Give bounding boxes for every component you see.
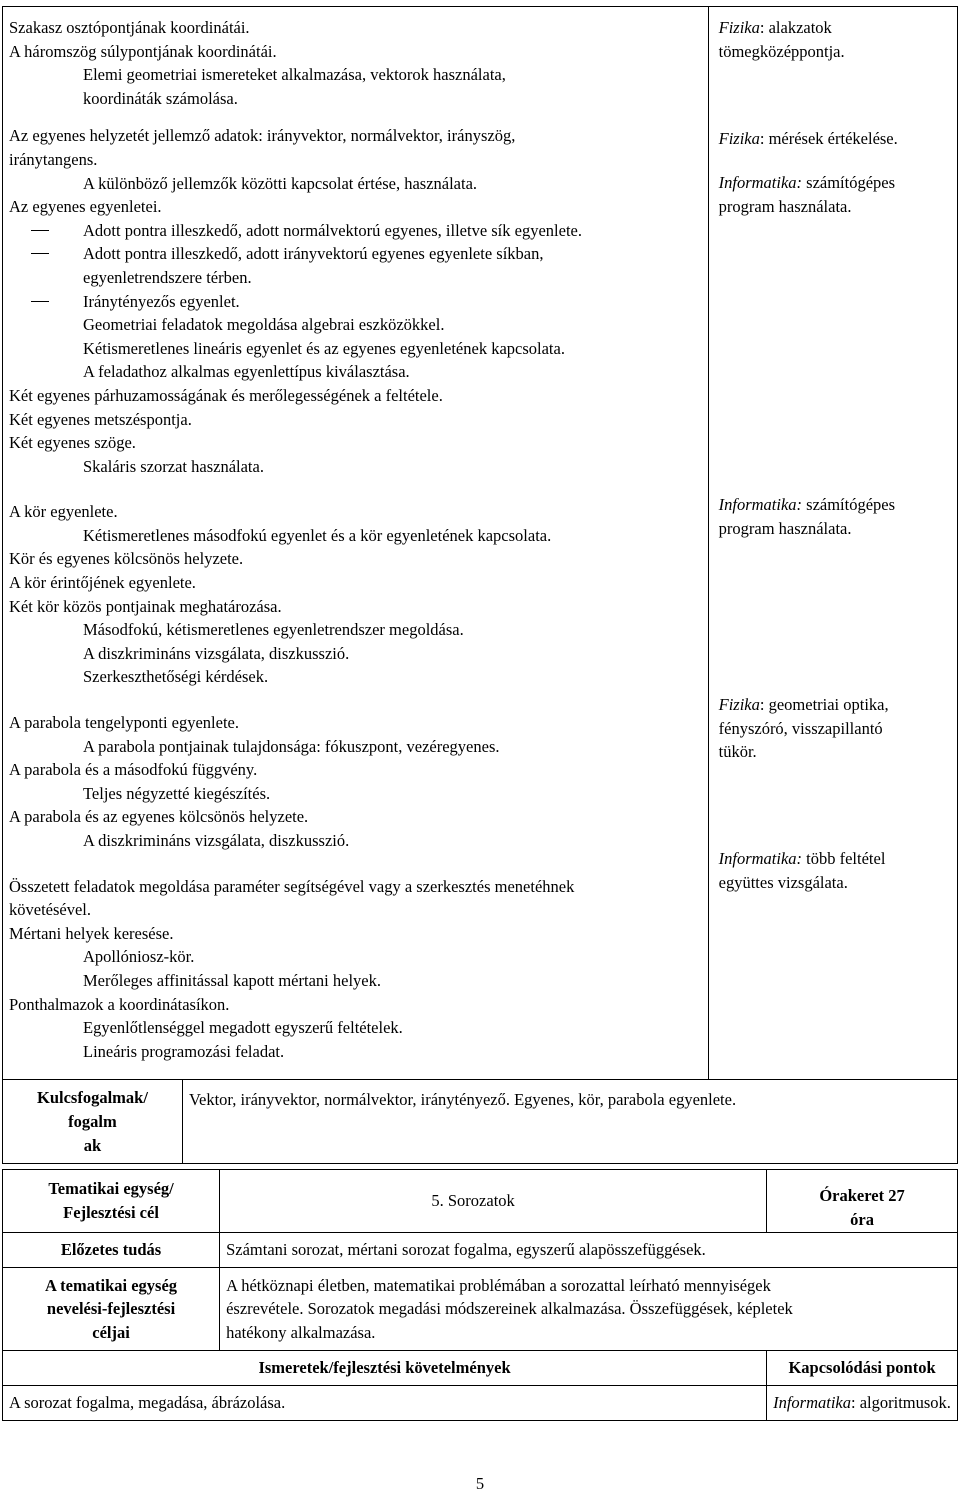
text-line: Teljes négyzetté kiegészítés. — [83, 783, 271, 803]
text-line: Szakasz osztópontjának koordinátái. — [9, 18, 250, 37]
requirements-header: Ismeretek/fejlesztési követelmények — [3, 1351, 767, 1386]
text-line: Az egyenes helyzetét jellemző adatok: irányvektor, normálvektor, irányszög, — [9, 126, 516, 146]
text-line: Egyenlőtlenséggel megadott egyszerű feltételek. — [83, 1018, 403, 1038]
text-line: A parabola és a másodfokú függvény. — [9, 760, 258, 780]
text-line: Apollóniosz-kör. — [83, 947, 195, 967]
unit-table — [2, 1169, 958, 1421]
text-line: A feladathoz alkalmas egyenlettípus kiválasztása. — [83, 362, 410, 382]
text-line: Az egyenes egyenletei. — [9, 197, 162, 217]
goals-label: A tematikai egység nevelési-fejlesztési céljai — [3, 1268, 220, 1351]
link-item: Informatika: számítógépes program használata. — [718, 173, 896, 216]
text-line: Összetett feladatok megoldása paraméter segítségével vagy a szerkesztés menetéhnek — [9, 876, 575, 896]
key-concepts-text: Vektor, irányvektor, normálvektor, iránytényező. Egyenes, kör, parabola egyenlete. — [182, 1080, 957, 1164]
text-line: Két egyenes párhuzamosságának és merőlegességének a feltétele. — [9, 385, 443, 405]
links-header: Kapcsolódási pontok — [767, 1351, 958, 1386]
prior-knowledge-label: Előzetes tudás — [3, 1233, 220, 1268]
text-line: koordináták számolása. — [83, 88, 238, 108]
key-concepts-label: Kulcsfogalmak/ fogalm ak — [3, 1080, 183, 1164]
goals-text: A hétköznapi életben, matematikai problémában a sorozattal leírható mennyiségek észrevétele. Sorozatok megadási módszereinek alkalmazása. Összefüggések, képletek hatékony alkalmazása. — [220, 1268, 958, 1351]
links-row: Informatika: algoritmusok. — [767, 1386, 958, 1421]
text-line: Két egyenes metszéspontja. — [9, 409, 192, 429]
text-line: Kétismeretlenes lineáris egyenlet és az egyenes egyenletének kapcsolata. — [83, 338, 565, 358]
dash-list-item: Adott pontra illeszkedő, adott irányvektorú egyenes egyenlete síkban, — [9, 242, 702, 266]
unit-label: Tematikai egység/ Fejlesztési cél — [3, 1170, 220, 1233]
text-line: A parabola pontjainak tulajdonsága: fókuszpont, vezéregyenes. — [83, 736, 500, 756]
link-item: Fizika: geometriai optika, fényszóró, visszapillantó tükör. — [718, 695, 889, 762]
text-line: A parabola és az egyenes kölcsönös helyzete. — [9, 807, 309, 827]
dash-list-item: Adott pontra illeszkedő, adott normálvektorú egyenes, illetve sík egyenlete. — [9, 219, 702, 243]
link-item: Informatika: számítógépes program használata. — [718, 495, 896, 538]
text-line: A diszkrimináns vizsgálata, diszkusszió. — [83, 831, 350, 850]
page-number: 5 — [475, 1474, 485, 1493]
links-cell — [708, 7, 957, 1080]
text-line: Kétismeretlenes másodfokú egyenlet és a kör egyenletének kapcsolata. — [83, 525, 552, 545]
text-line: Ponthalmazok a koordinátasíkon. — [9, 994, 230, 1014]
text-line: A kör egyenlete. — [9, 502, 118, 522]
requirements-row: A sorozat fogalma, megadása, ábrázolása. — [3, 1386, 767, 1421]
dash-list-item: Iránytényezős egyenlet. — [9, 290, 702, 314]
text-line: követésével. — [9, 900, 92, 920]
text-line: Geometriai feladatok megoldása algebrai eszközökkel. — [83, 315, 445, 335]
text-line: A háromszög súlypontjának koordinátái. — [9, 41, 277, 61]
text-line: iránytangens. — [9, 149, 98, 169]
text-line: A különböző jellemzők közötti kapcsolat értése, használata. — [83, 173, 478, 193]
prior-knowledge-text: Számtani sorozat, mértani sorozat fogalma, egyszerű alapösszefüggések. — [220, 1233, 958, 1268]
text-line: Elemi geometriai ismereteket alkalmazása, vektorok használata, — [83, 65, 506, 85]
content-table — [2, 6, 958, 1164]
text-line: A parabola tengelyponti egyenlete. — [9, 713, 240, 733]
link-item: Fizika: mérések értékelése. — [718, 129, 898, 148]
text-line: Szerkeszthetőségi kérdések. — [83, 667, 269, 687]
text-line: Skaláris szorzat használata. — [83, 456, 264, 476]
text-line: A diszkrimináns vizsgálata, diszkusszió. — [83, 643, 350, 663]
text-line: Lineáris programozási feladat. — [83, 1041, 285, 1061]
link-item: Fizika: alakzatok tömegközéppontja. — [718, 18, 845, 61]
link-item: Informatika: több feltétel együttes vizsgálata. — [718, 849, 886, 892]
text-line: Két kör közös pontjainak meghatározása. — [9, 596, 282, 616]
hours-cell: Órakeret 27 óra — [767, 1170, 958, 1233]
text-line: A kör érintőjének egyenlete. — [9, 573, 196, 593]
text-line: Két egyenes szöge. — [9, 433, 136, 453]
text-line: Mértani helyek keresése. — [9, 923, 174, 943]
unit-title: 5. Sorozatok — [220, 1170, 767, 1233]
text-line: Merőleges affinitással kapott mértani helyek. — [83, 970, 381, 990]
text-line: Kör és egyenes kölcsönös helyzete. — [9, 549, 244, 569]
text-line: Másodfokú, kétismeretlenes egyenletrendszer megoldása. — [83, 620, 464, 640]
text-line: egyenletrendszere térben. — [83, 267, 252, 287]
requirements-cell — [3, 7, 709, 1080]
